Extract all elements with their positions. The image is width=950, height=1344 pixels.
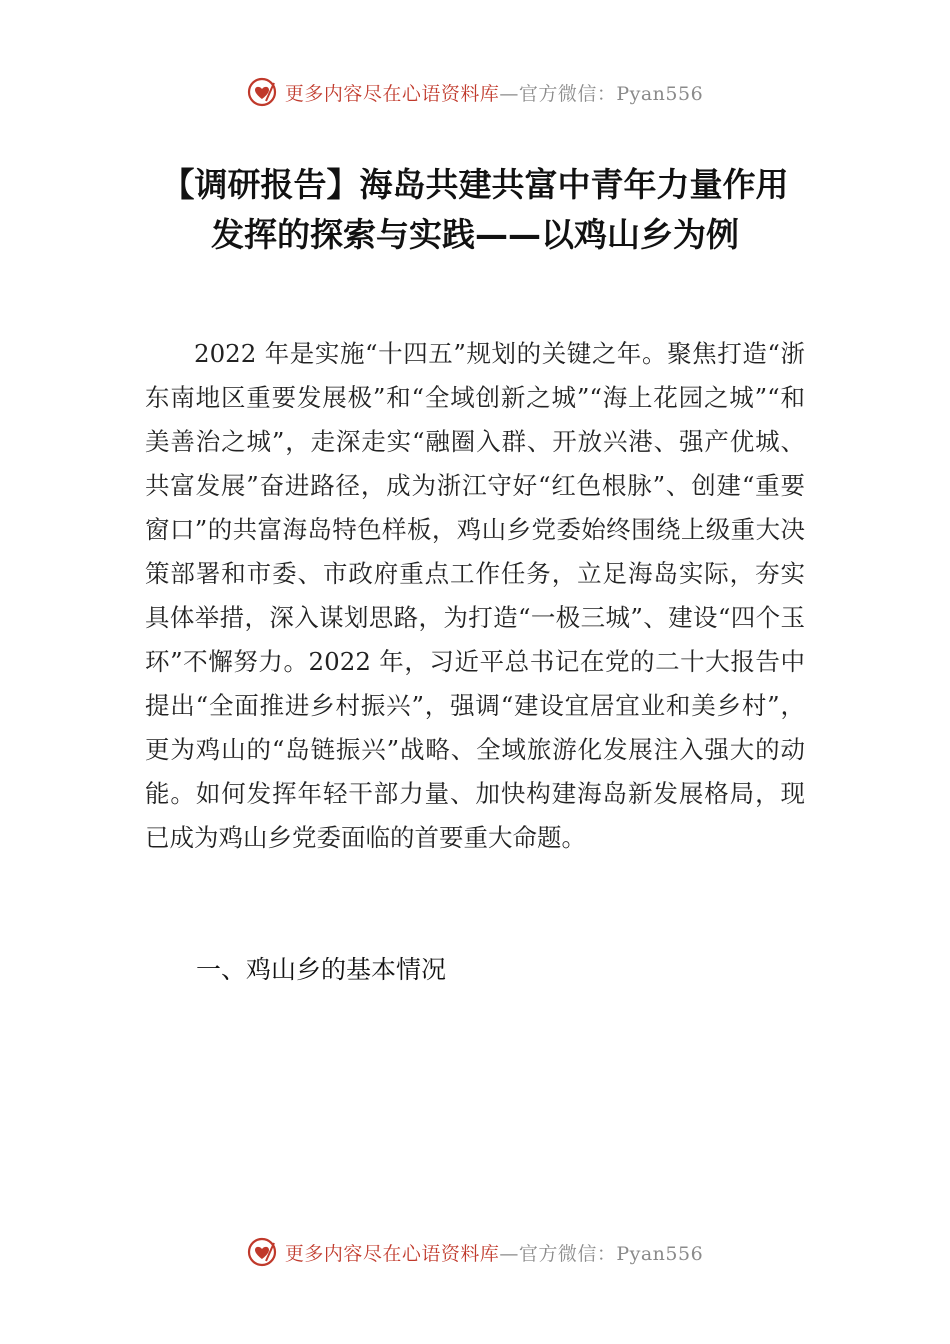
- watermark-main-text: 更多内容尽在心语资料库: [284, 1242, 500, 1265]
- footer-watermark: [0, 1232, 950, 1272]
- watermark-rest-text: —官方微信：Pyan556: [499, 82, 704, 105]
- header-watermark: [0, 72, 950, 112]
- section-heading: 一、鸡山乡的基本情况: [196, 955, 447, 984]
- watermark-rest-text: —官方微信：Pyan556: [499, 1242, 704, 1265]
- body-paragraph: 2022 年是实施“十四五”规划的关键之年。聚焦打造“浙东南地区重要发展极”和“全域创新之城”“海上花园之城”“和美善治之城”，走深走实“融圈入群、开放兴港、强产优城、共富发展”奋进路径，成为浙江守好“红色根脉”、创建“重要窗口”的共富海岛特色样板，鸡山乡党委始终围绕上级重大决策部署和市委、市政府重点工作任务，立足海岛实际，夯实具体举措，深入谋划思路，为打造“一极三城”、建设“四个玉环”不懈努力。2022 年，习近平总书记在党的二十大报告中提出“全面推进乡村振兴”，强调“建设宜居宜业和美乡村”，更为鸡山的“岛链振兴”战略、全域旅游化发展注入强大的动能。如何发挥年轻干部力量、加快构建海岛新发展格局，现已成为鸡山乡党委面临的首要重大命题。: [145, 339, 805, 852]
- heart-pen-logo-icon: [247, 1237, 277, 1267]
- watermark-text: [285, 79, 703, 106]
- heart-pen-logo-icon: [247, 77, 277, 107]
- watermark-main-text: 更多内容尽在心语资料库: [284, 82, 500, 105]
- watermark-text: [285, 1239, 703, 1266]
- title-line-2: 发挥的探索与实践——以鸡山乡为例: [211, 215, 739, 254]
- title-line-1: 【调研报告】海岛共建共富中青年力量作用: [161, 165, 789, 204]
- document-title: [120, 160, 830, 260]
